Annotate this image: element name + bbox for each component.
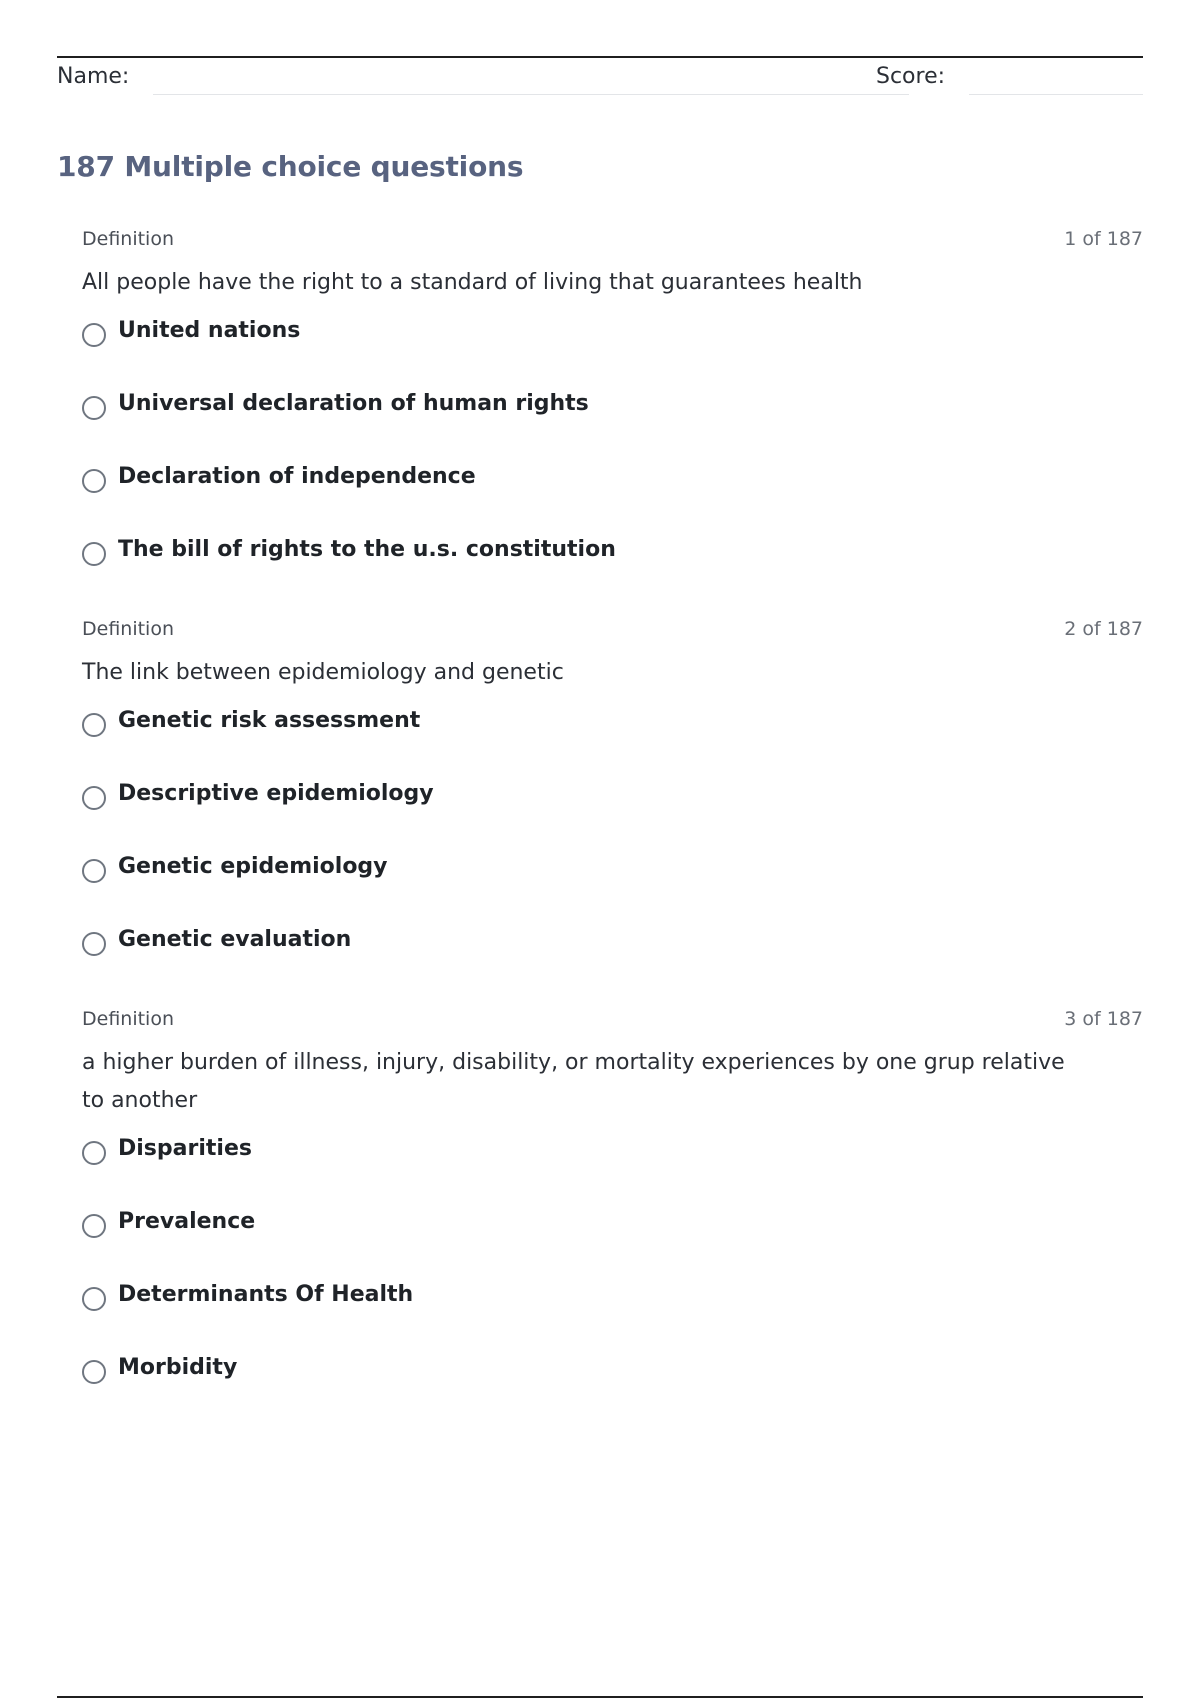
top-rule [57, 56, 1143, 58]
options-list [82, 706, 1143, 998]
radio-button[interactable] [82, 1214, 106, 1238]
options-list [82, 1134, 1143, 1426]
question-3 [82, 1008, 1143, 1426]
option-2-1[interactable] [82, 706, 1143, 779]
radio-button[interactable] [82, 786, 106, 810]
option-2-2[interactable] [82, 779, 1143, 852]
radio-button[interactable] [82, 859, 106, 883]
radio-button[interactable] [82, 323, 106, 347]
question-type: Definition [82, 1008, 175, 1030]
question-count: 2 of 187 [1064, 618, 1143, 640]
option-label: Morbidity [118, 1355, 238, 1380]
option-3-4[interactable] [82, 1353, 1143, 1426]
option-label: Disparities [118, 1136, 252, 1161]
header-row [57, 62, 1143, 98]
question-prompt: All people have the right to a standard of living that guarantees health [82, 270, 863, 295]
question-1 [82, 228, 1143, 608]
option-3-3[interactable] [82, 1280, 1143, 1353]
question-count: 1 of 187 [1064, 228, 1143, 250]
option-label: Genetic evaluation [118, 927, 352, 952]
radio-button[interactable] [82, 932, 106, 956]
question-meta [82, 618, 1143, 644]
question-count: 3 of 187 [1064, 1008, 1143, 1030]
option-1-3[interactable] [82, 462, 1143, 535]
options-list [82, 316, 1143, 608]
option-1-1[interactable] [82, 316, 1143, 389]
radio-button[interactable] [82, 1360, 106, 1384]
bottom-rule [57, 1696, 1143, 1698]
option-label: Descriptive epidemiology [118, 781, 434, 806]
option-label: The bill of rights to the u.s. constitution [118, 537, 616, 562]
score-field[interactable] [969, 94, 1143, 95]
name-field[interactable] [153, 94, 909, 95]
option-1-2[interactable] [82, 389, 1143, 462]
score-label: Score: [876, 64, 946, 89]
question-2 [82, 618, 1143, 998]
option-1-4[interactable] [82, 535, 1143, 608]
question-meta [82, 1008, 1143, 1034]
radio-button[interactable] [82, 542, 106, 566]
option-label: United nations [118, 318, 301, 343]
option-label: Determinants Of Health [118, 1282, 414, 1307]
question-prompt: The link between epidemiology and genetic [82, 660, 564, 685]
option-label: Genetic epidemiology [118, 854, 388, 879]
radio-button[interactable] [82, 1287, 106, 1311]
option-2-4[interactable] [82, 925, 1143, 998]
question-meta [82, 228, 1143, 254]
page-title: 187 Multiple choice questions [57, 150, 524, 183]
option-2-3[interactable] [82, 852, 1143, 925]
radio-button[interactable] [82, 713, 106, 737]
radio-button[interactable] [82, 396, 106, 420]
question-type: Definition [82, 228, 175, 250]
option-label: Genetic risk assessment [118, 708, 421, 733]
question-type: Definition [82, 618, 175, 640]
option-label: Universal declaration of human rights [118, 391, 589, 416]
option-label: Declaration of independence [118, 464, 476, 489]
option-3-2[interactable] [82, 1207, 1143, 1280]
radio-button[interactable] [82, 1141, 106, 1165]
option-3-1[interactable] [82, 1134, 1143, 1207]
question-prompt: a higher burden of illness, injury, disability, or mortality experiences by one grup relative to another [82, 1050, 1065, 1113]
radio-button[interactable] [82, 469, 106, 493]
name-label: Name: [57, 64, 130, 89]
option-label: Prevalence [118, 1209, 256, 1234]
